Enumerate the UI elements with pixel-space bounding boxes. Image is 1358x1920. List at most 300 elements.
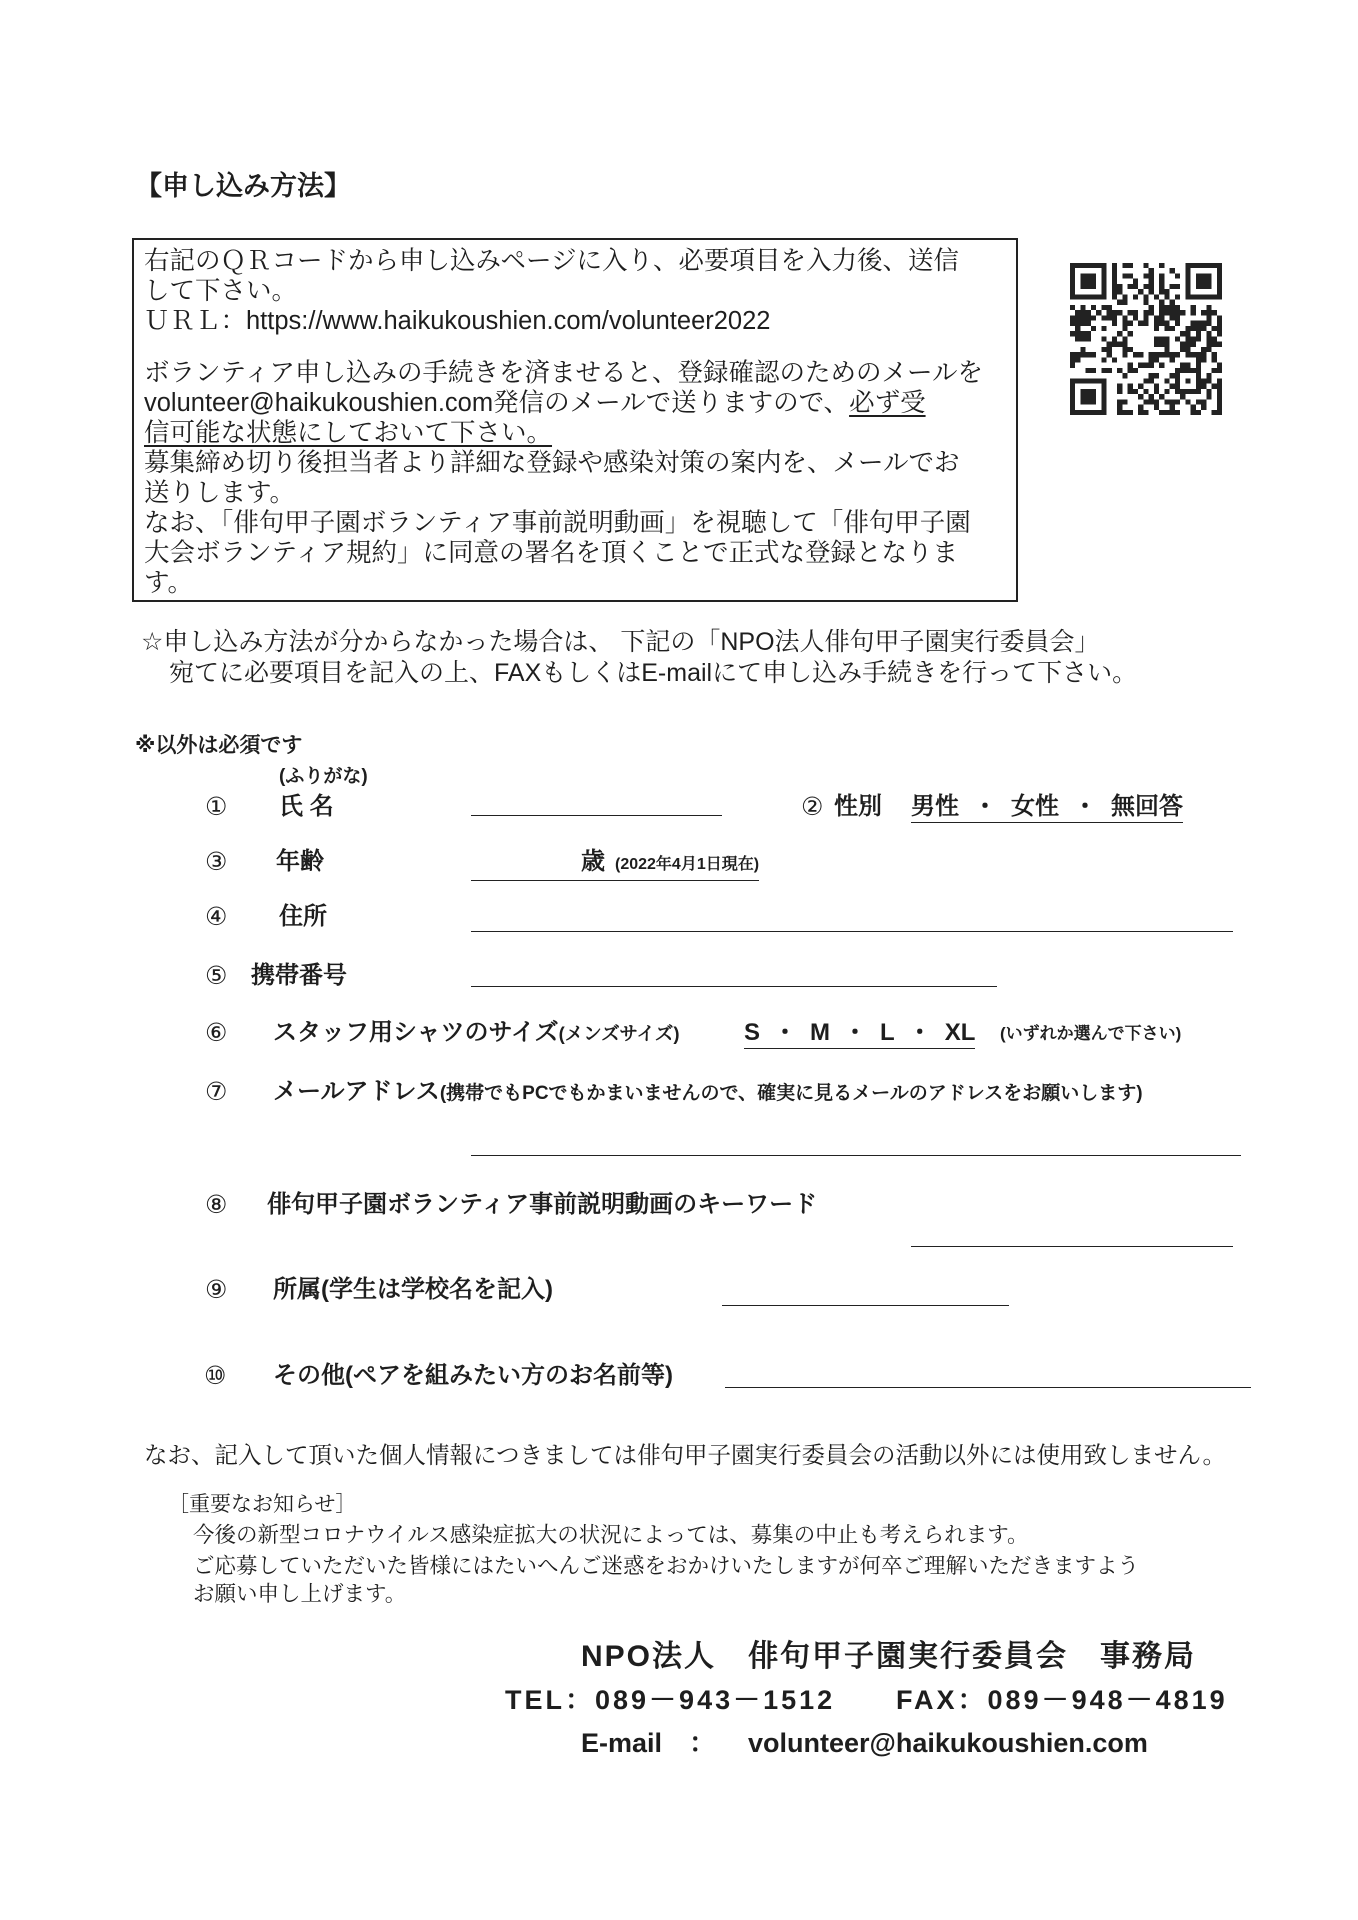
qr-module: [1196, 363, 1201, 368]
tel-label: TEL：: [505, 1685, 595, 1715]
qr-module: [1164, 336, 1169, 341]
qr-module: [1122, 300, 1127, 305]
qr-module: [1128, 263, 1133, 268]
qr-module: [1101, 357, 1106, 362]
qr-module: [1170, 384, 1175, 389]
qr-module: [1107, 352, 1112, 357]
qr-module: [1175, 368, 1180, 373]
instructions-line: 募集締め切り後担当者より詳細な登録や感染対策の案内を、メールでお: [144, 449, 960, 477]
qr-module: [1185, 336, 1190, 341]
qr-module: [1191, 294, 1196, 299]
qr-module: [1138, 321, 1143, 326]
qr-module: [1101, 410, 1106, 415]
qr-module: [1149, 305, 1154, 310]
qr-module: [1112, 289, 1117, 294]
qr-module: [1212, 326, 1217, 331]
qr-module: [1201, 352, 1206, 357]
qr-module: [1091, 394, 1096, 399]
qr-module: [1122, 315, 1127, 320]
qr-module: [1185, 289, 1190, 294]
qr-module: [1175, 399, 1180, 404]
shirt-size-instruction: (いずれか選んで下さい): [1000, 1024, 1182, 1043]
qr-module: [1212, 410, 1217, 415]
qr-module: [1149, 357, 1154, 362]
qr-module: [1212, 357, 1217, 362]
qr-module: [1070, 331, 1075, 336]
qr-module: [1191, 368, 1196, 373]
instructions-emphasis: 必ず受: [849, 389, 926, 417]
qr-module: [1128, 384, 1133, 389]
qr-module: [1075, 357, 1080, 362]
qr-module: [1201, 405, 1206, 410]
gender-options-underline: [911, 792, 1183, 823]
instructions-emphasis: 信可能な状態にしておいて下さい。: [144, 419, 553, 447]
name-fill-line: [471, 815, 722, 816]
qr-module: [1117, 389, 1122, 394]
qr-module: [1091, 294, 1096, 299]
qr-module: [1091, 399, 1096, 404]
option-separator: ・: [1073, 793, 1097, 820]
qr-module: [1075, 263, 1080, 268]
qr-module: [1154, 326, 1159, 331]
qr-module: [1170, 284, 1175, 289]
qr-module: [1196, 326, 1201, 331]
item-number: ④: [205, 903, 228, 931]
qr-module: [1128, 389, 1133, 394]
qr-module: [1096, 310, 1101, 315]
qr-module: [1091, 410, 1096, 415]
qr-module: [1206, 284, 1211, 289]
keyword-fill-line: [911, 1246, 1233, 1247]
qr-module: [1143, 410, 1148, 415]
qr-module: [1086, 273, 1091, 278]
qr-module: [1191, 352, 1196, 357]
qr-module: [1164, 321, 1169, 326]
qr-module: [1154, 336, 1159, 341]
qr-module: [1149, 284, 1154, 289]
qr-module: [1143, 399, 1148, 404]
qr-module: [1170, 268, 1175, 273]
qr-module: [1217, 405, 1222, 410]
qr-module: [1185, 368, 1190, 373]
qr-module: [1075, 352, 1080, 357]
qr-module: [1217, 289, 1222, 294]
qr-module: [1170, 410, 1175, 415]
qr-module: [1170, 352, 1175, 357]
item-number: ②: [801, 793, 824, 821]
qr-module: [1191, 389, 1196, 394]
qr-module: [1070, 389, 1075, 394]
qr-module: [1175, 273, 1180, 278]
qr-module: [1217, 268, 1222, 273]
qr-module: [1112, 336, 1117, 341]
qr-module: [1086, 284, 1091, 289]
qr-module: [1149, 394, 1154, 399]
qr-module: [1086, 279, 1091, 284]
qr-module: [1175, 378, 1180, 383]
qr-module: [1070, 352, 1075, 357]
qr-module: [1080, 310, 1085, 315]
qr-module: [1138, 405, 1143, 410]
qr-module: [1196, 373, 1201, 378]
qr-module: [1217, 279, 1222, 284]
instructions-box: [132, 238, 1018, 602]
qr-module: [1185, 331, 1190, 336]
instructions-line: 右記のＱＲコードから申し込みページに入り、必要項目を入力後、送信: [144, 247, 959, 275]
qr-module: [1107, 368, 1112, 373]
qr-module: [1112, 273, 1117, 278]
qr-module: [1091, 284, 1096, 289]
qr-module: [1138, 363, 1143, 368]
qr-module: [1112, 263, 1117, 268]
instructions-line: なお、「俳句甲子園ボランティア事前説明動画」を視聴して「俳句甲子園: [144, 509, 971, 537]
qr-module: [1170, 357, 1175, 362]
qr-module: [1196, 294, 1201, 299]
item-number: ⑩: [204, 1362, 227, 1390]
item-number: ①: [205, 793, 228, 821]
qr-module: [1201, 294, 1206, 299]
qr-module: [1159, 352, 1164, 357]
qr-module: [1143, 300, 1148, 305]
instructions-line: して下さい。: [144, 277, 298, 305]
qr-module: [1217, 273, 1222, 278]
qr-module: [1070, 378, 1075, 383]
qr-module: [1164, 378, 1169, 383]
qr-module: [1080, 347, 1085, 352]
shirt-size-label-note: (メンズサイズ): [558, 1023, 680, 1044]
age-reference-date: (2022年4月1日現在): [615, 856, 760, 873]
qr-module: [1175, 373, 1180, 378]
qr-module: [1143, 284, 1148, 289]
qr-module: [1159, 321, 1164, 326]
qr-module: [1175, 389, 1180, 394]
qr-module: [1170, 326, 1175, 331]
qr-module: [1175, 284, 1180, 289]
qr-module: [1159, 273, 1164, 278]
qr-module: [1217, 315, 1222, 320]
qr-module: [1101, 289, 1106, 294]
shirt-size-label: [273, 1018, 680, 1049]
qr-module: [1096, 263, 1101, 268]
qr-module: [1096, 410, 1101, 415]
qr-module: [1154, 352, 1159, 357]
qr-module: [1217, 363, 1222, 368]
qr-module: [1175, 336, 1180, 341]
qr-module: [1128, 321, 1133, 326]
qr-module: [1086, 315, 1091, 320]
qr-module: [1185, 279, 1190, 284]
shirt-size-label-text: スタッフ用シャツのサイズ: [273, 1019, 559, 1046]
qr-module: [1191, 305, 1196, 310]
qr-module: [1101, 399, 1106, 404]
qr-module: [1206, 305, 1211, 310]
qr-module: [1159, 305, 1164, 310]
qr-module: [1196, 331, 1201, 336]
qr-module: [1149, 289, 1154, 294]
qr-module: [1196, 352, 1201, 357]
qr-module: [1101, 294, 1106, 299]
qr-module: [1180, 331, 1185, 336]
size-option-m: M: [810, 1019, 831, 1046]
gender-option-female: 女性: [1011, 793, 1059, 820]
qr-module: [1080, 315, 1085, 320]
qr-module: [1080, 321, 1085, 326]
qr-module: [1164, 305, 1169, 310]
qr-module: [1212, 368, 1217, 373]
qr-module: [1128, 331, 1133, 336]
qr-module: [1138, 410, 1143, 415]
qr-module: [1206, 394, 1211, 399]
qr-module: [1117, 399, 1122, 404]
qr-module: [1217, 326, 1222, 331]
qr-module: [1143, 321, 1148, 326]
age-fill-line: [471, 847, 759, 881]
qr-module: [1201, 399, 1206, 404]
qr-module: [1217, 378, 1222, 383]
qr-module: [1217, 394, 1222, 399]
qr-module: [1159, 279, 1164, 284]
contact-tel: [505, 1682, 835, 1718]
qr-module: [1070, 357, 1075, 362]
qr-module: [1191, 342, 1196, 347]
qr-module: [1091, 389, 1096, 394]
qr-module: [1143, 315, 1148, 320]
qr-module: [1143, 378, 1148, 383]
qr-module: [1070, 289, 1075, 294]
qr-module: [1091, 378, 1096, 383]
qr-module: [1196, 384, 1201, 389]
item-number: ③: [205, 848, 228, 876]
qr-module: [1217, 342, 1222, 347]
furigana-hint: (ふりがな): [279, 766, 368, 787]
qr-module: [1154, 389, 1159, 394]
qr-module: [1117, 405, 1122, 410]
qr-module: [1080, 410, 1085, 415]
qr-module: [1206, 347, 1211, 352]
contact-email-label: E-mail ：: [581, 1728, 717, 1758]
qr-code-icon: [1070, 263, 1222, 415]
qr-module: [1086, 263, 1091, 268]
qr-module: [1096, 294, 1101, 299]
qr-module: [1143, 310, 1148, 315]
qr-module: [1117, 384, 1122, 389]
age-label: 年齢: [276, 848, 324, 875]
fax-label: FAX：: [896, 1685, 988, 1715]
qr-module: [1112, 284, 1117, 289]
qr-module: [1143, 263, 1148, 268]
qr-module: [1133, 284, 1138, 289]
qr-module: [1143, 273, 1148, 278]
qr-module: [1107, 315, 1112, 320]
paragraph-gap: [144, 336, 1012, 358]
qr-module: [1154, 405, 1159, 410]
qr-module: [1075, 294, 1080, 299]
qr-module: [1206, 331, 1211, 336]
instructions-line: ボランティア申し込みの手続きを済ませると、登録確認のためのメールを: [144, 359, 983, 387]
qr-module: [1101, 394, 1106, 399]
qr-module: [1201, 263, 1206, 268]
qr-module: [1185, 342, 1190, 347]
qr-module: [1075, 336, 1080, 341]
age-field: [471, 847, 759, 881]
qr-module: [1080, 399, 1085, 404]
qr-module: [1180, 389, 1185, 394]
qr-module: [1101, 305, 1106, 310]
qr-module: [1154, 399, 1159, 404]
qr-module: [1133, 315, 1138, 320]
qr-module: [1112, 268, 1117, 273]
qr-module: [1201, 321, 1206, 326]
qr-module: [1217, 399, 1222, 404]
qr-module: [1196, 336, 1201, 341]
item-number: ⑥: [205, 1019, 228, 1047]
fallback-notice-line: 宛てに必要項目を記入の上、FAXもしくはE-mailにて申し込み手続きを行って下さい。: [169, 659, 1138, 687]
gender-options: [911, 792, 1183, 823]
qr-module: [1196, 357, 1201, 362]
qr-module: [1159, 342, 1164, 347]
qr-module: [1154, 321, 1159, 326]
qr-module: [1206, 336, 1211, 341]
qr-module: [1070, 305, 1075, 310]
qr-module: [1080, 294, 1085, 299]
qr-module: [1133, 310, 1138, 315]
qr-module: [1107, 305, 1112, 310]
qr-module: [1075, 315, 1080, 320]
qr-module: [1201, 279, 1206, 284]
qr-module: [1112, 279, 1117, 284]
qr-module: [1080, 352, 1085, 357]
qr-module: [1154, 373, 1159, 378]
qr-module: [1075, 310, 1080, 315]
qr-module: [1128, 310, 1133, 315]
qr-module: [1212, 294, 1217, 299]
qr-module: [1133, 352, 1138, 357]
qr-module: [1154, 315, 1159, 320]
tel-number: 089－943－1512: [595, 1685, 836, 1715]
qr-module: [1191, 410, 1196, 415]
qr-module: [1185, 347, 1190, 352]
qr-module: [1212, 336, 1217, 341]
qr-module: [1080, 389, 1085, 394]
qr-module: [1080, 273, 1085, 278]
instructions-url: ＵＲＬ：https://www.haikukoushien.com/volunteer2022: [144, 307, 771, 335]
qr-module: [1159, 363, 1164, 368]
qr-module: [1217, 321, 1222, 326]
qr-module: [1122, 263, 1127, 268]
qr-module: [1206, 378, 1211, 383]
size-option-l: L: [880, 1019, 895, 1046]
qr-module: [1101, 405, 1106, 410]
gender-option-male: 男性: [911, 793, 959, 820]
qr-module: [1180, 342, 1185, 347]
affiliation-label: 所属(学生は学校名を記入): [273, 1276, 553, 1303]
qr-module: [1191, 263, 1196, 268]
qr-module: [1201, 384, 1206, 389]
qr-module: [1212, 352, 1217, 357]
qr-module: [1164, 410, 1169, 415]
qr-module: [1133, 368, 1138, 373]
qr-module: [1122, 294, 1127, 299]
qr-module: [1185, 268, 1190, 273]
qr-module: [1143, 389, 1148, 394]
qr-module: [1164, 389, 1169, 394]
qr-module: [1217, 384, 1222, 389]
qr-module: [1086, 352, 1091, 357]
qr-module: [1164, 399, 1169, 404]
email-label-text: メールアドレス: [273, 1078, 440, 1105]
qr-module: [1122, 399, 1127, 404]
qr-module: [1164, 310, 1169, 315]
qr-module: [1128, 363, 1133, 368]
qr-module: [1117, 331, 1122, 336]
qr-module: [1196, 399, 1201, 404]
shirt-size-options: [744, 1018, 975, 1049]
qr-module: [1164, 352, 1169, 357]
qr-module: [1101, 326, 1106, 331]
qr-module: [1112, 315, 1117, 320]
qr-module: [1164, 342, 1169, 347]
option-separator: ・: [907, 1019, 932, 1046]
qr-module: [1201, 284, 1206, 289]
qr-module: [1091, 352, 1096, 357]
qr-module: [1175, 384, 1180, 389]
qr-module: [1101, 336, 1106, 341]
qr-module: [1122, 336, 1127, 341]
qr-module: [1070, 384, 1075, 389]
qr-module: [1149, 352, 1154, 357]
mobile-fill-line: [471, 986, 997, 987]
qr-module: [1206, 373, 1211, 378]
qr-module: [1175, 294, 1180, 299]
gender-option-no-answer: 無回答: [1111, 793, 1183, 820]
qr-module: [1206, 273, 1211, 278]
qr-module: [1175, 315, 1180, 320]
qr-module: [1185, 399, 1190, 404]
qr-module: [1164, 294, 1169, 299]
qr-module: [1091, 315, 1096, 320]
qr-module: [1185, 363, 1190, 368]
qr-module: [1201, 273, 1206, 278]
qr-module: [1101, 378, 1106, 383]
qr-module: [1122, 410, 1127, 415]
important-notice-line: 今後の新型コロナウイルス感染症拡大の状況によっては、募集の中止も考えられます。: [193, 1523, 1029, 1547]
qr-module: [1070, 394, 1075, 399]
qr-module: [1196, 321, 1201, 326]
size-option-s: S: [744, 1019, 761, 1046]
qr-module: [1154, 294, 1159, 299]
qr-module: [1070, 284, 1075, 289]
qr-module: [1080, 394, 1085, 399]
qr-module: [1070, 315, 1075, 320]
qr-module: [1070, 294, 1075, 299]
qr-module: [1175, 352, 1180, 357]
qr-module: [1138, 394, 1143, 399]
email-label-note: (携帯でもPCでもかまいませんので、確実に見るメールのアドレスをお願いします): [439, 1083, 1143, 1104]
option-separator: ・: [843, 1019, 868, 1046]
qr-module: [1091, 263, 1096, 268]
option-separator: ・: [773, 1019, 798, 1046]
qr-module: [1206, 279, 1211, 284]
required-note: ※以外は必須です: [135, 734, 303, 757]
size-option-xl: XL: [944, 1019, 976, 1046]
qr-module: [1201, 347, 1206, 352]
qr-module: [1159, 394, 1164, 399]
qr-module: [1206, 389, 1211, 394]
address-fill-line: [471, 931, 1233, 932]
qr-module: [1080, 378, 1085, 383]
qr-module: [1201, 326, 1206, 331]
qr-module: [1159, 300, 1164, 305]
